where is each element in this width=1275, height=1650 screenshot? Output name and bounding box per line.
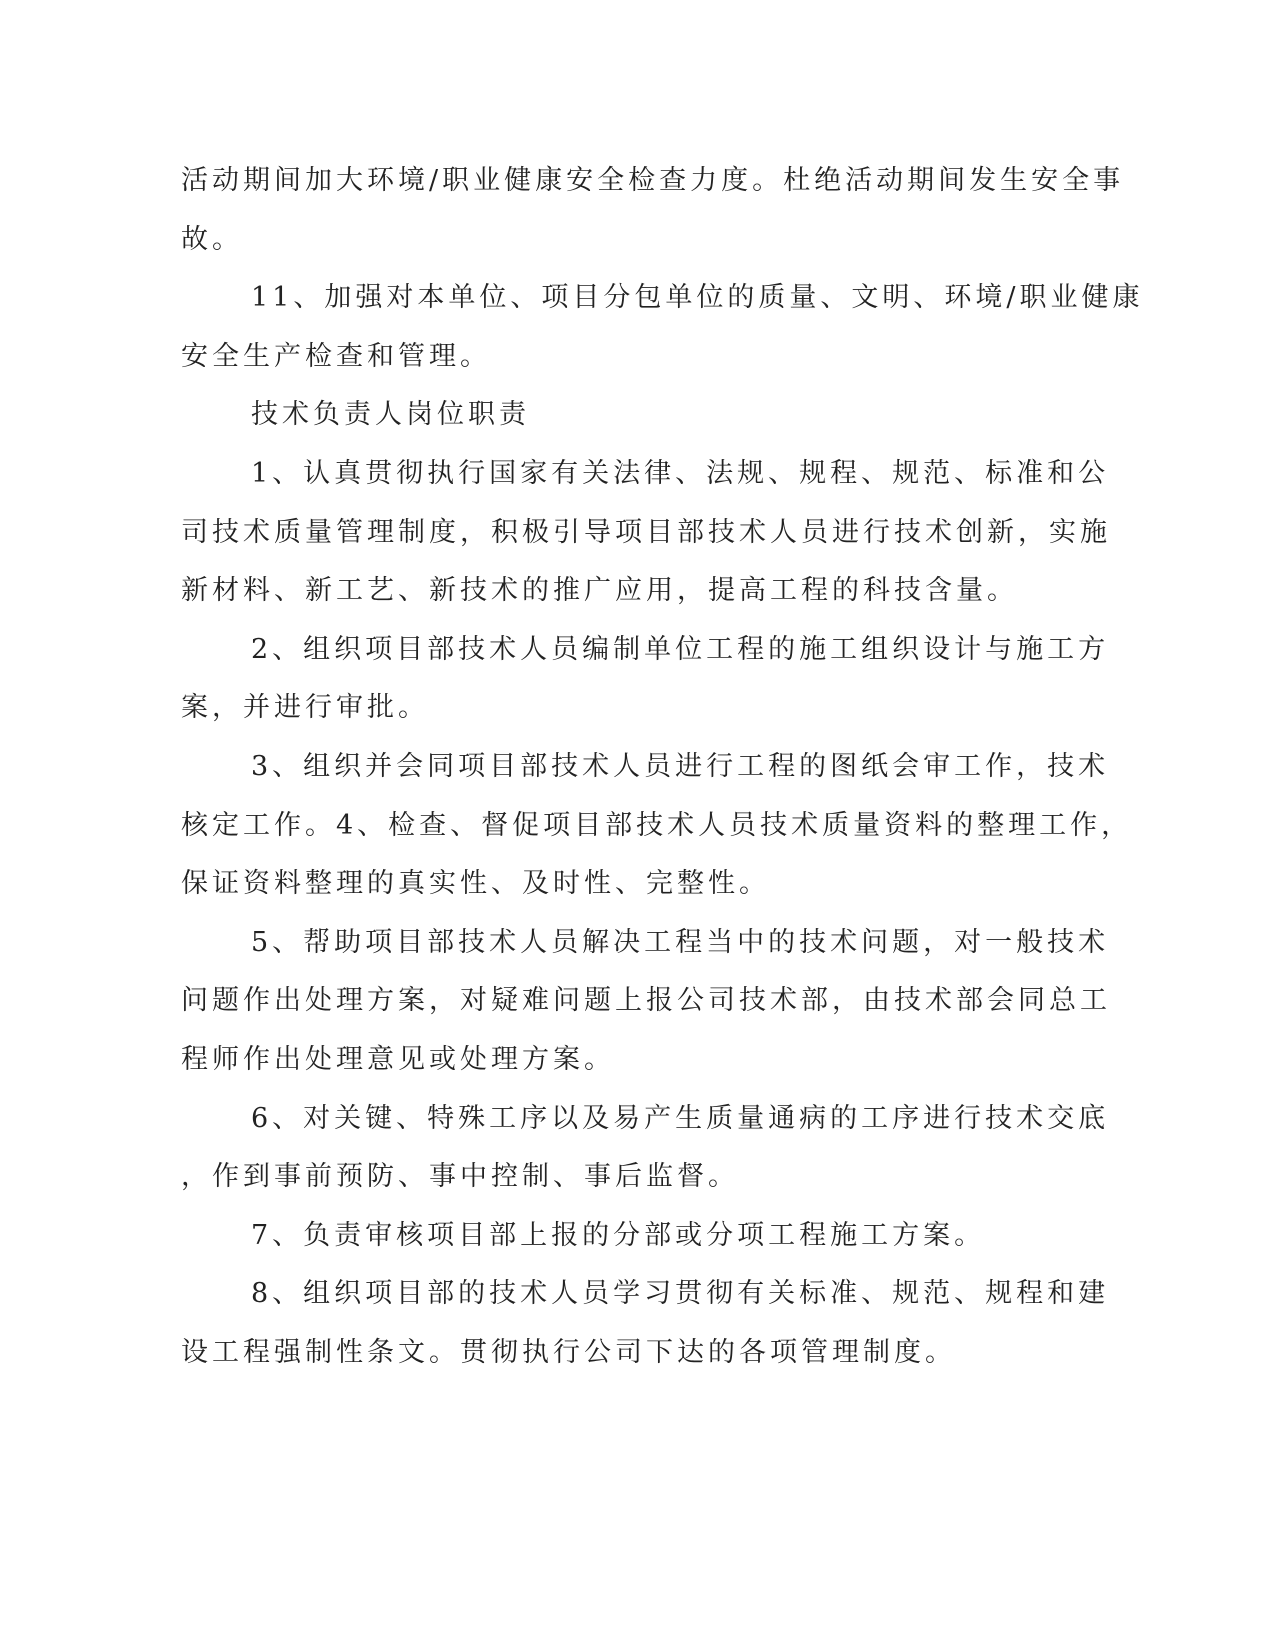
text-line: 8、组织项目部的技术人员学习贯彻有关标准、规范、规程和建 [251,1278,1110,1310]
text-line: 安全生产检查和管理。 [181,340,491,372]
text-line: 故。 [181,223,243,255]
text-line: 7、负责审核项目部上报的分部或分项工程施工方案。 [251,1219,986,1251]
text-line: 核定工作。4、检查、督促项目部技术人员技术质量资料的整理工作， [181,809,1133,841]
document-body [181,158,1144,1388]
text-line: ，作到事前预防、事中控制、事后监督。 [181,1161,739,1193]
text-line: 6、对关键、特殊工序以及易产生质量通病的工序进行技术交底 [251,1102,1110,1134]
text-line: 程师作出处理意见或处理方案。 [181,1043,615,1075]
text-line: 5、帮助项目部技术人员解决工程当中的技术问题，对一般技术 [251,926,1110,958]
text-line: 1、认真贯彻执行国家有关法律、法规、规程、规范、标准和公 [251,457,1110,489]
text-line: 保证资料整理的真实性、及时性、完整性。 [181,868,770,900]
text-line: 活动期间加大环境/职业健康安全检查力度。杜绝活动期间发生安全事 [181,165,1125,196]
text-line: 设工程强制性条文。贯彻执行公司下达的各项管理制度。 [181,1336,956,1368]
text-line: 问题作出处理方案，对疑难问题上报公司技术部，由技术部会同总工 [181,985,1111,1017]
text-line: 新材料、新工艺、新技术的推广应用，提高工程的科技含量。 [181,575,1018,607]
section-heading: 技术负责人岗位职责 [251,399,530,431]
text-line: 3、组织并会同项目部技术人员进行工程的图纸会审工作，技术 [251,750,1110,782]
text-line: 司技术质量管理制度，积极引导项目部技术人员进行技术创新，实施 [181,516,1111,548]
text-line: 11、加强对本单位、项目分包单位的质量、文明、环境/职业健康 [251,282,1144,314]
text-line: 2、组织项目部技术人员编制单位工程的施工组织设计与施工方 [251,633,1110,665]
text-line: 案，并进行审批。 [181,692,429,724]
